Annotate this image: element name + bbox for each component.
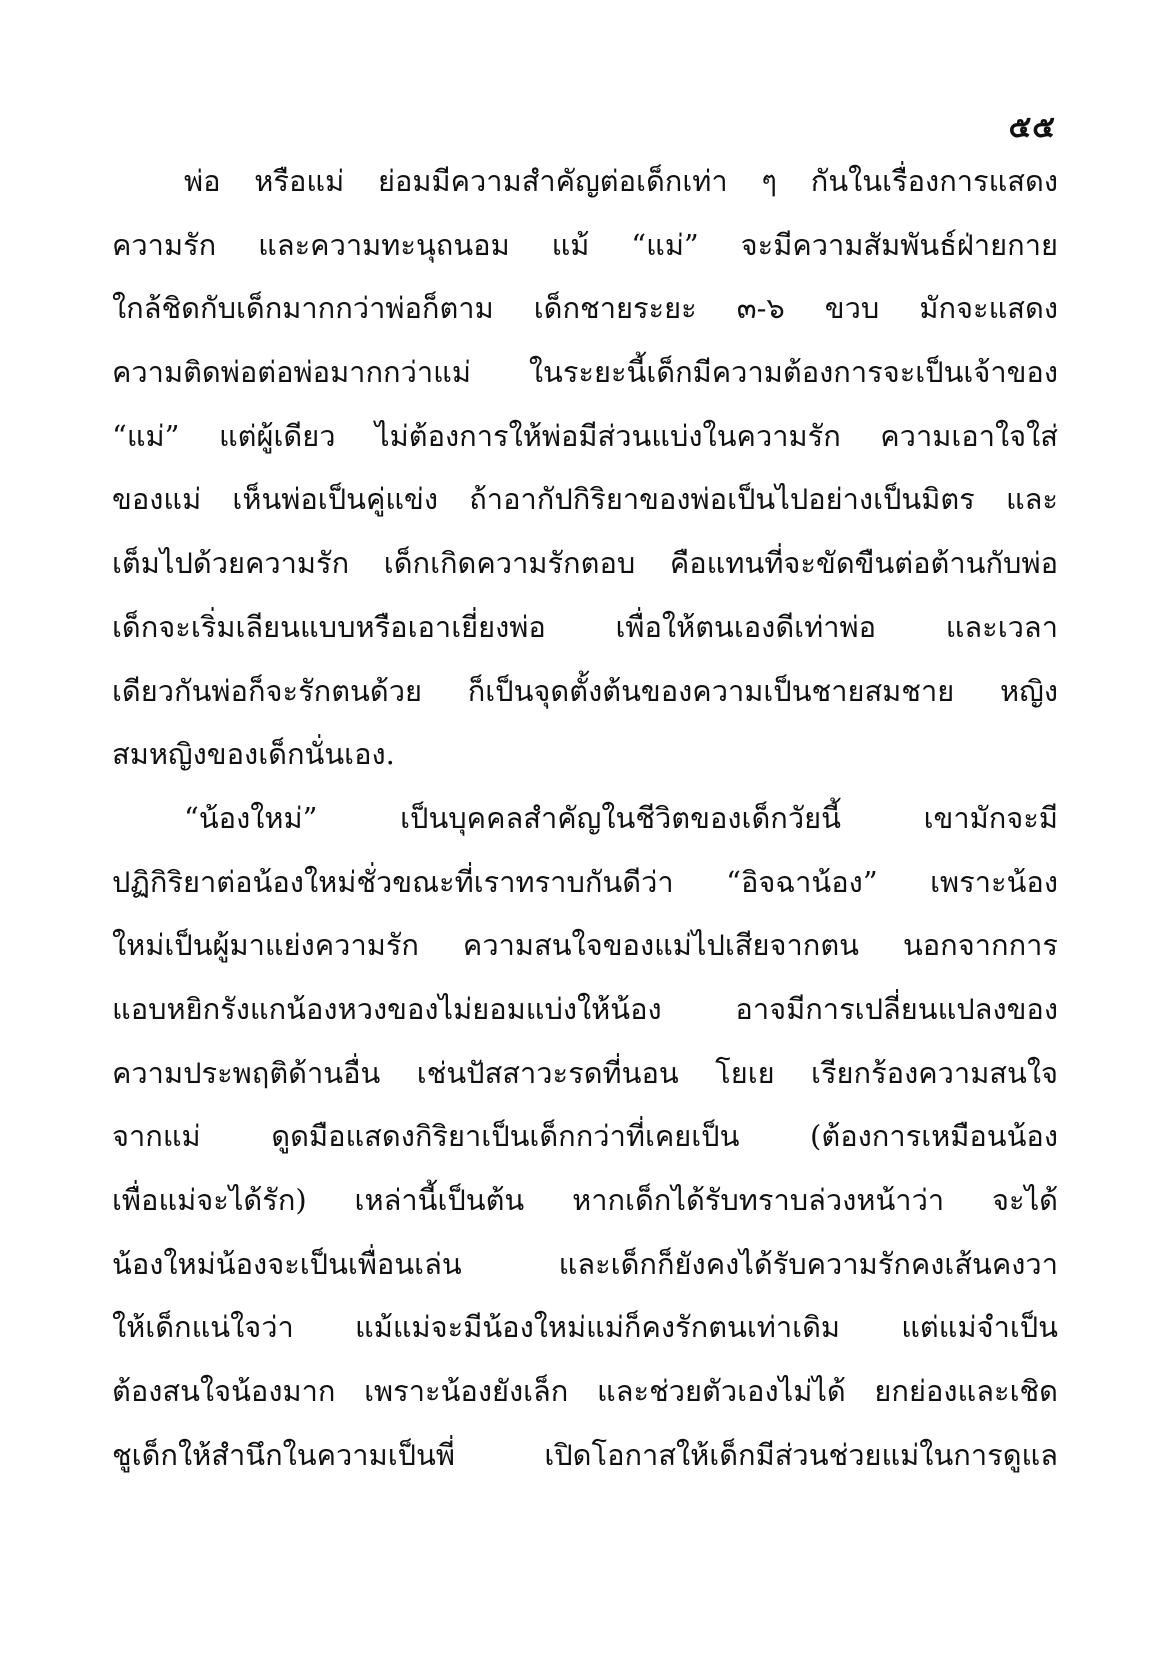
- text-line: เต็มไปด้วยความรัก เด็กเกิดความรักตอบ คือแทนที่จะขัดขืนต่อต้านกับพ่อ: [112, 546, 1058, 581]
- text-line: เดียวกันพ่อก็จะรักตนด้วย ก็เป็นจุดตั้งต้นของความเป็นชายสมชาย หญิง: [112, 673, 1058, 708]
- text-line: เด็กจะเริ่มเลียนแบบหรือเอาเยี่ยงพ่อ เพื่อให้ตนเองดีเท่าพ่อ และเวลา: [112, 609, 1058, 644]
- text-line: “น้องใหม่” เป็นบุคคลสำคัญในชีวิตของเด็กวัยนี้ เขามักจะมี: [184, 800, 1058, 835]
- text-line: ความติดพ่อต่อพ่อมากกว่าแม่ ในระยะนี้เด็กมีความต้องการจะเป็นเจ้าของ: [112, 355, 1058, 390]
- text-line: ต้องสนใจน้องมาก เพราะน้องยังเล็ก และช่วยตัวเองไม่ได้ ยกย่องและเชิด: [112, 1374, 1058, 1409]
- page-number: ๕๕: [1008, 110, 1056, 145]
- text-line: พ่อ หรือแม่ ย่อมมีความสำคัญต่อเด็กเท่า ๆ กันในเรื่องการแสดง: [184, 164, 1058, 198]
- text-line: ให้เด็กแน่ใจว่า แม้แม่จะมีน้องใหม่แม่ก็คงรักตนเท่าเดิม แต่แม่จำเป็น: [112, 1310, 1058, 1345]
- text-line: “แม่” แต่ผู้เดียว ไม่ต้องการให้พ่อมีส่วนแบ่งในความรัก ความเอาใจใส่: [112, 418, 1058, 453]
- text-line: ของแม่ เห็นพ่อเป็นคู่แข่ง ถ้าอากัปกิริยาของพ่อเป็นไปอย่างเป็นมิตร และ: [112, 482, 1058, 517]
- text-line: ใหม่เป็นผู้มาแย่งความรัก ความสนใจของแม่ไปเสียจากตน นอกจากการ: [112, 928, 1058, 963]
- text-line: ชูเด็กให้สำนึกในความเป็นพี่ เปิดโอกาสให้เด็กมีส่วนช่วยแม่ในการดูแล: [112, 1437, 1058, 1472]
- text-line: น้องใหม่น้องจะเป็นเพื่อนเล่น และเด็กก็ยังคงได้รับความรักคงเส้นคงวา: [112, 1246, 1058, 1281]
- text-line: ปฏิกิริยาต่อน้องใหม่ชั่วขณะที่เราทราบกันดีว่า “อิจฉาน้อง” เพราะน้อง: [112, 864, 1058, 899]
- body-text: [112, 150, 1058, 1487]
- text-line: จากแม่ ดูดมือแสดงกิริยาเป็นเด็กกว่าที่เคยเป็น (ต้องการเหมือนน้อง: [112, 1119, 1058, 1154]
- text-line: สมหญิงของเด็กนั่นเอง.: [112, 737, 395, 772]
- text-line: ความประพฤติด้านอื่น เช่นปัสสาวะรดที่นอน โยเย เรียกร้องความสนใจ: [112, 1055, 1058, 1090]
- text-line: ใกล้ชิดกับเด็กมากกว่าพ่อก็ตาม เด็กชายระยะ ๓-๖ ขวบ มักจะแสดง: [112, 291, 1058, 326]
- text-line: เพื่อแม่จะได้รัก) เหล่านี้เป็นต้น หากเด็กได้รับทราบล่วงหน้าว่า จะได้: [112, 1183, 1058, 1217]
- text-line: แอบหยิกรังแกน้องหวงของไม่ยอมแบ่งให้น้อง อาจมีการเปลี่ยนแปลงของ: [112, 991, 1058, 1026]
- text-line: ความรัก และความทะนุถนอม แม้ “แม่” จะมีความสัมพันธ์ฝ่ายกาย: [112, 227, 1058, 262]
